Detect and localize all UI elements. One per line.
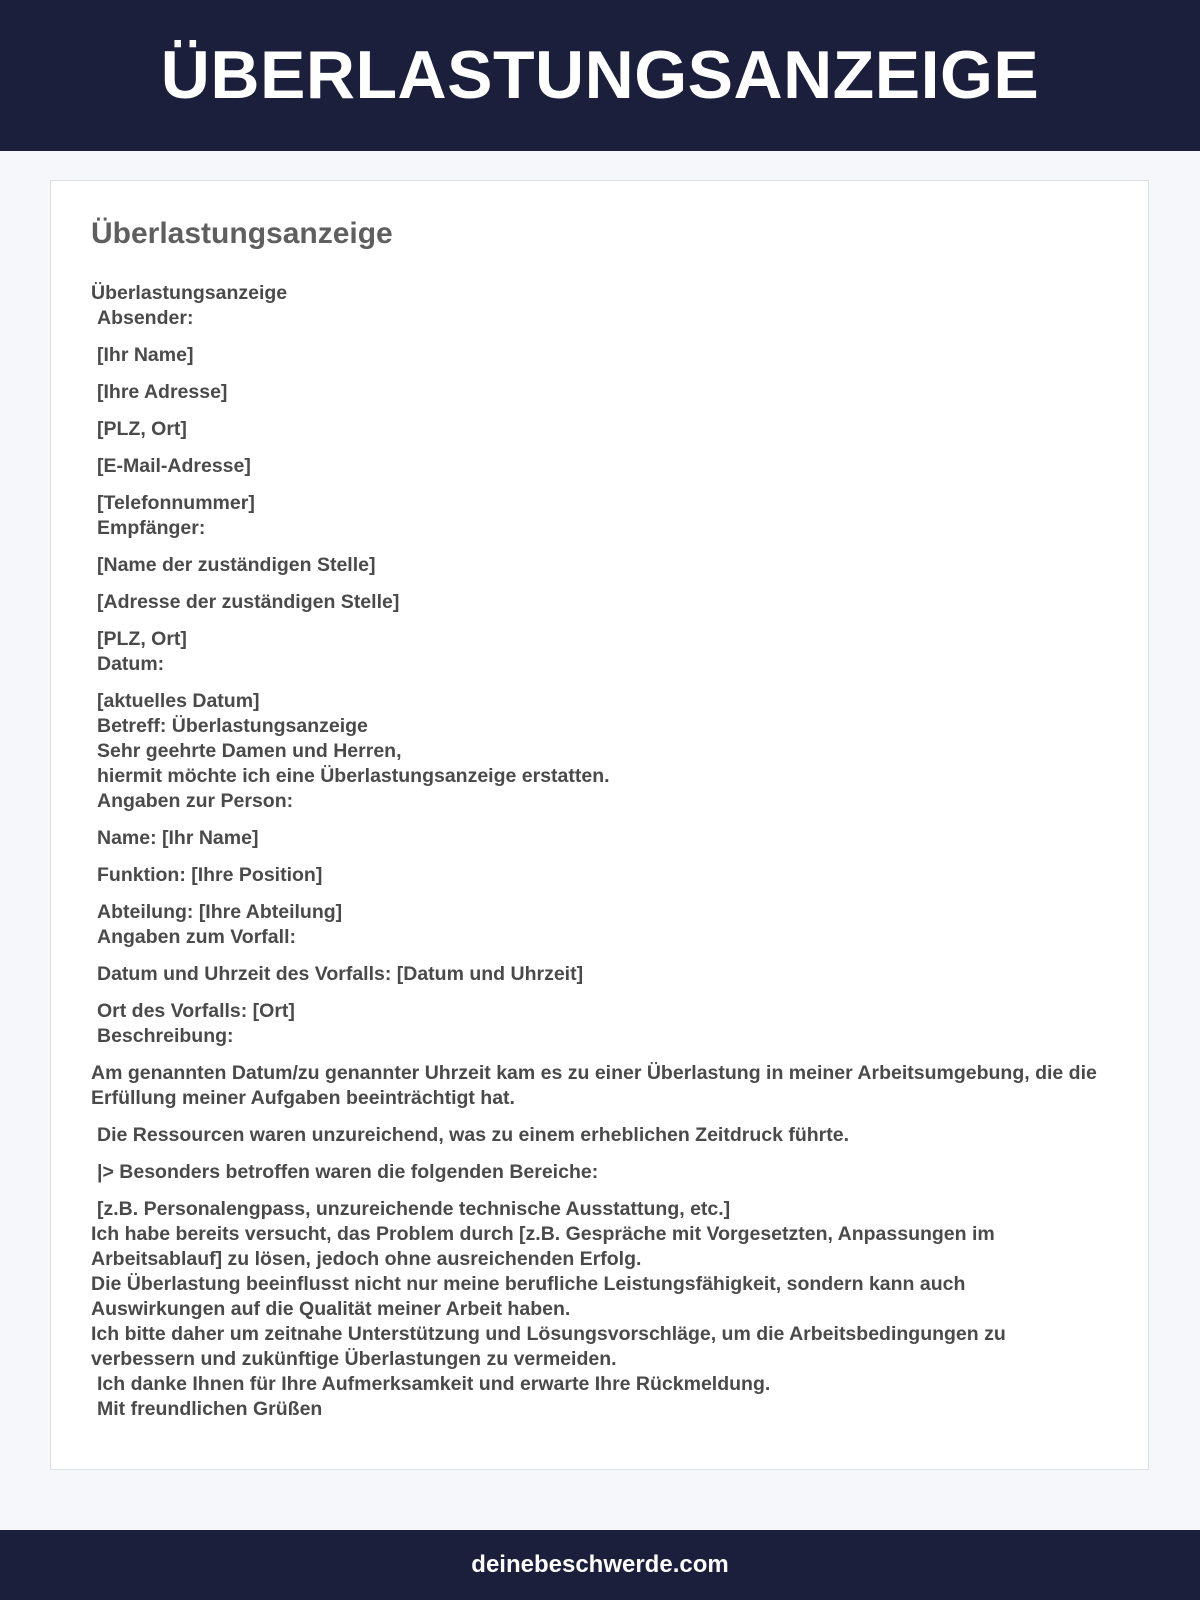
date-label: Datum: [97, 653, 165, 675]
incident-datetime: Datum und Uhrzeit des Vorfalls: [Datum und Uhrzeit] [97, 963, 584, 985]
intro-sentence: hiermit möchte ich eine Überlastungsanzeige erstatten. [97, 765, 610, 787]
recipient-name: [Name der zuständigen Stelle] [97, 554, 376, 576]
sender-label: Absender: [97, 307, 194, 329]
resources-sentence: Die Ressourcen waren unzureichend, was zu einem erheblichen Zeitdruck führte. [97, 1124, 850, 1146]
person-section-label: Angaben zur Person: [97, 790, 294, 812]
header-banner [0, 0, 1200, 151]
footer-site-link[interactable]: deinebeschwerde.com [471, 1551, 729, 1578]
person-function: Funktion: [Ihre Position] [97, 864, 323, 886]
person-department: Abteilung: [Ihre Abteilung] [97, 901, 343, 923]
salutation: Sehr geehrte Damen und Herren, [97, 740, 402, 762]
affected-areas-sentence: |> Besonders betroffen waren die folgenden Bereiche: [97, 1161, 599, 1183]
description-paragraph: Am genannten Datum/zu genannter Uhrzeit kam es zu einer Überlastung in meiner Arbeitsumgebung, die die Erfüllung meiner Aufgaben beeinträchtigt hat. [91, 1062, 1103, 1109]
recipient-label: Empfänger: [97, 517, 206, 539]
description-label: Beschreibung: [97, 1025, 234, 1047]
request-paragraph: Ich bitte daher um zeitnahe Unterstützung und Lösungsvorschläge, um die Arbeitsbedingungen zu verbessern und zukünftige Überlastungen zu vermeiden. [91, 1323, 1012, 1370]
closing: Mit freundlichen Grüßen [97, 1398, 323, 1420]
attempts-paragraph: Ich habe bereits versucht, das Problem durch [z.B. Gespräche mit Vorgesetzten, Anpassungen im Arbeitsablauf] zu lösen, jedoch ohne ausreichenden Erfolg. [91, 1223, 1000, 1270]
sender-address: [Ihre Adresse] [97, 381, 228, 403]
thanks-sentence: Ich danke Ihnen für Ihre Aufmerksamkeit und erwarte Ihre Rückmeldung. [97, 1373, 771, 1395]
recipient-zip-city: [PLZ, Ort] [97, 628, 187, 650]
footer-bar [0, 1530, 1200, 1600]
sender-zip-city: [PLZ, Ort] [97, 418, 187, 440]
incident-location: Ort des Vorfalls: [Ort] [97, 1000, 295, 1022]
document-card [50, 180, 1149, 1470]
sender-name: [Ihr Name] [97, 344, 194, 366]
sender-phone: [Telefonnummer] [97, 492, 255, 514]
letter-heading: Überlastungsanzeige [91, 282, 288, 304]
letter-body [91, 281, 1101, 1422]
recipient-address: [Adresse der zuständigen Stelle] [97, 591, 400, 613]
incident-section-label: Angaben zum Vorfall: [97, 926, 296, 948]
banner-title: ÜBERLASTUNGSANZEIGE [160, 36, 1040, 113]
date-value: [aktuelles Datum] [97, 690, 260, 712]
subject-line: Betreff: Überlastungsanzeige [97, 715, 368, 737]
document-title: Überlastungsanzeige [91, 217, 393, 250]
person-name: Name: [Ihr Name] [97, 827, 259, 849]
affected-areas-example: [z.B. Personalengpass, unzureichende technische Ausstattung, etc.] [97, 1198, 731, 1220]
sender-email: [E-Mail-Adresse] [97, 455, 251, 477]
impact-paragraph: Die Überlastung beeinflusst nicht nur meine berufliche Leistungsfähigkeit, sondern kann auch Auswirkungen auf die Qualität meiner Arbeit haben. [91, 1273, 971, 1320]
